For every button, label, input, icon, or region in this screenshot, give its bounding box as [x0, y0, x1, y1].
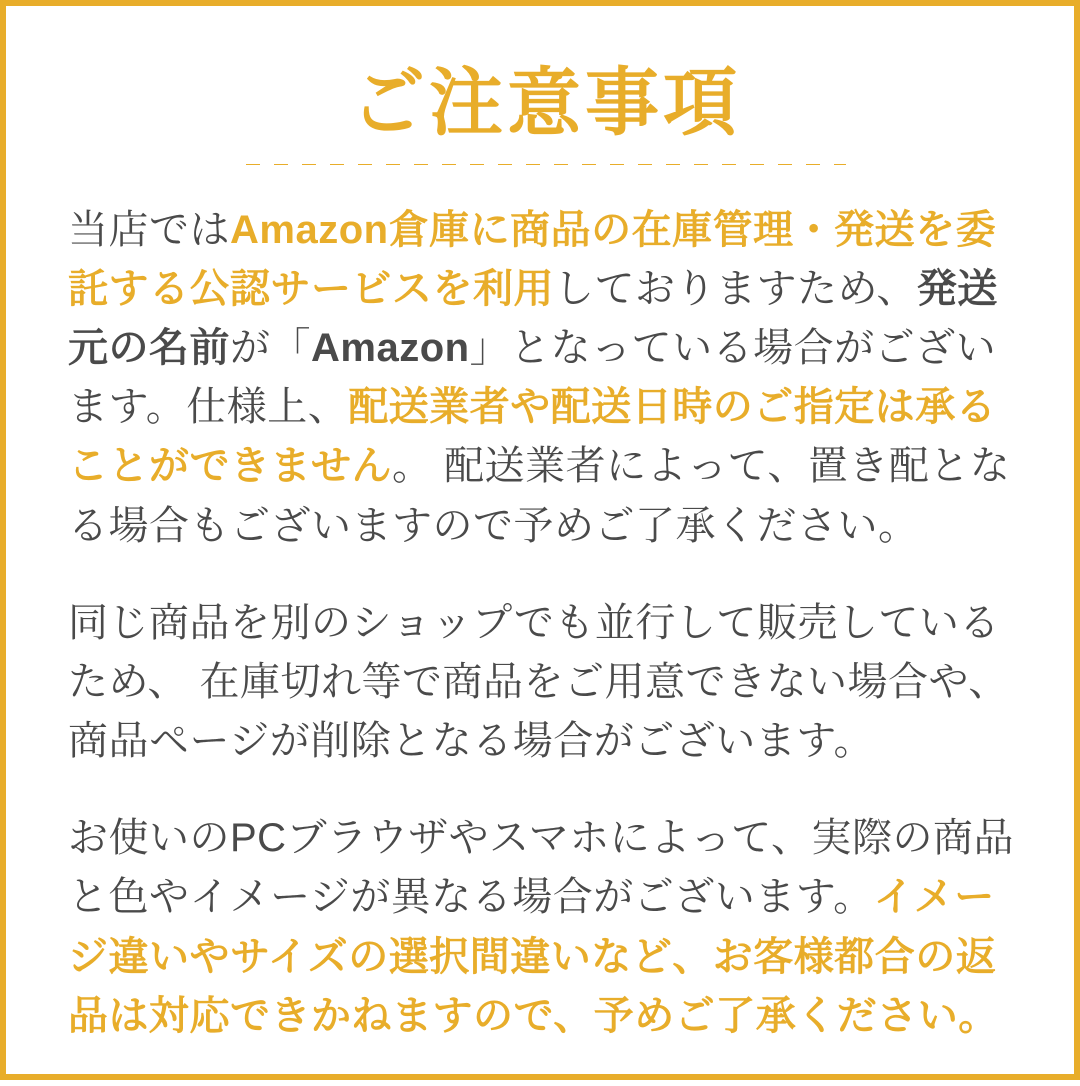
text-segment: 」となっている場合がございます。仕様上、: [68, 325, 997, 430]
text-segment-highlight: 配送業者や配送日時のご指定は承ることができません: [68, 385, 997, 489]
text-segment: 。 配送業者によって、置き配となる場合もございますので予めご了承ください。: [68, 444, 1011, 548]
text-segment: 当店では: [68, 207, 230, 252]
paragraph-shipping-notice: [68, 201, 1024, 556]
text-segment-bold: Amazon: [311, 325, 470, 370]
text-segment-bold: 発送元の名前: [68, 266, 998, 370]
text-segment: が「: [230, 325, 311, 370]
text-segment: しておりますため、: [554, 266, 917, 311]
text-segment-highlight: イメージ違いやサイズの選択間違いなど、お客様都合の返品は対応できかねますので、予めご了承ください。: [68, 875, 999, 1038]
notice-body: [68, 201, 1024, 1046]
text-segment: 同じ商品を別のショップでも並行して販売しているため、 在庫切れ等で商品をご用意できない場合や、商品ページが削除となる場合がございます。: [68, 600, 1009, 764]
paragraph-color-notice: [68, 809, 1024, 1046]
paragraph-stock-notice: [68, 594, 1024, 772]
title-divider: [246, 164, 846, 165]
notice-content: [6, 6, 1080, 1086]
page-title: ご注意事項: [351, 61, 741, 144]
text-segment-highlight: Amazon倉庫に商品の在庫管理・発送を委託する公認サービスを利用: [68, 207, 997, 311]
text-segment: お使いのPCブラウザやスマホによって、実際の商品と色やイメージが異なる場合がございます。: [68, 816, 1014, 920]
